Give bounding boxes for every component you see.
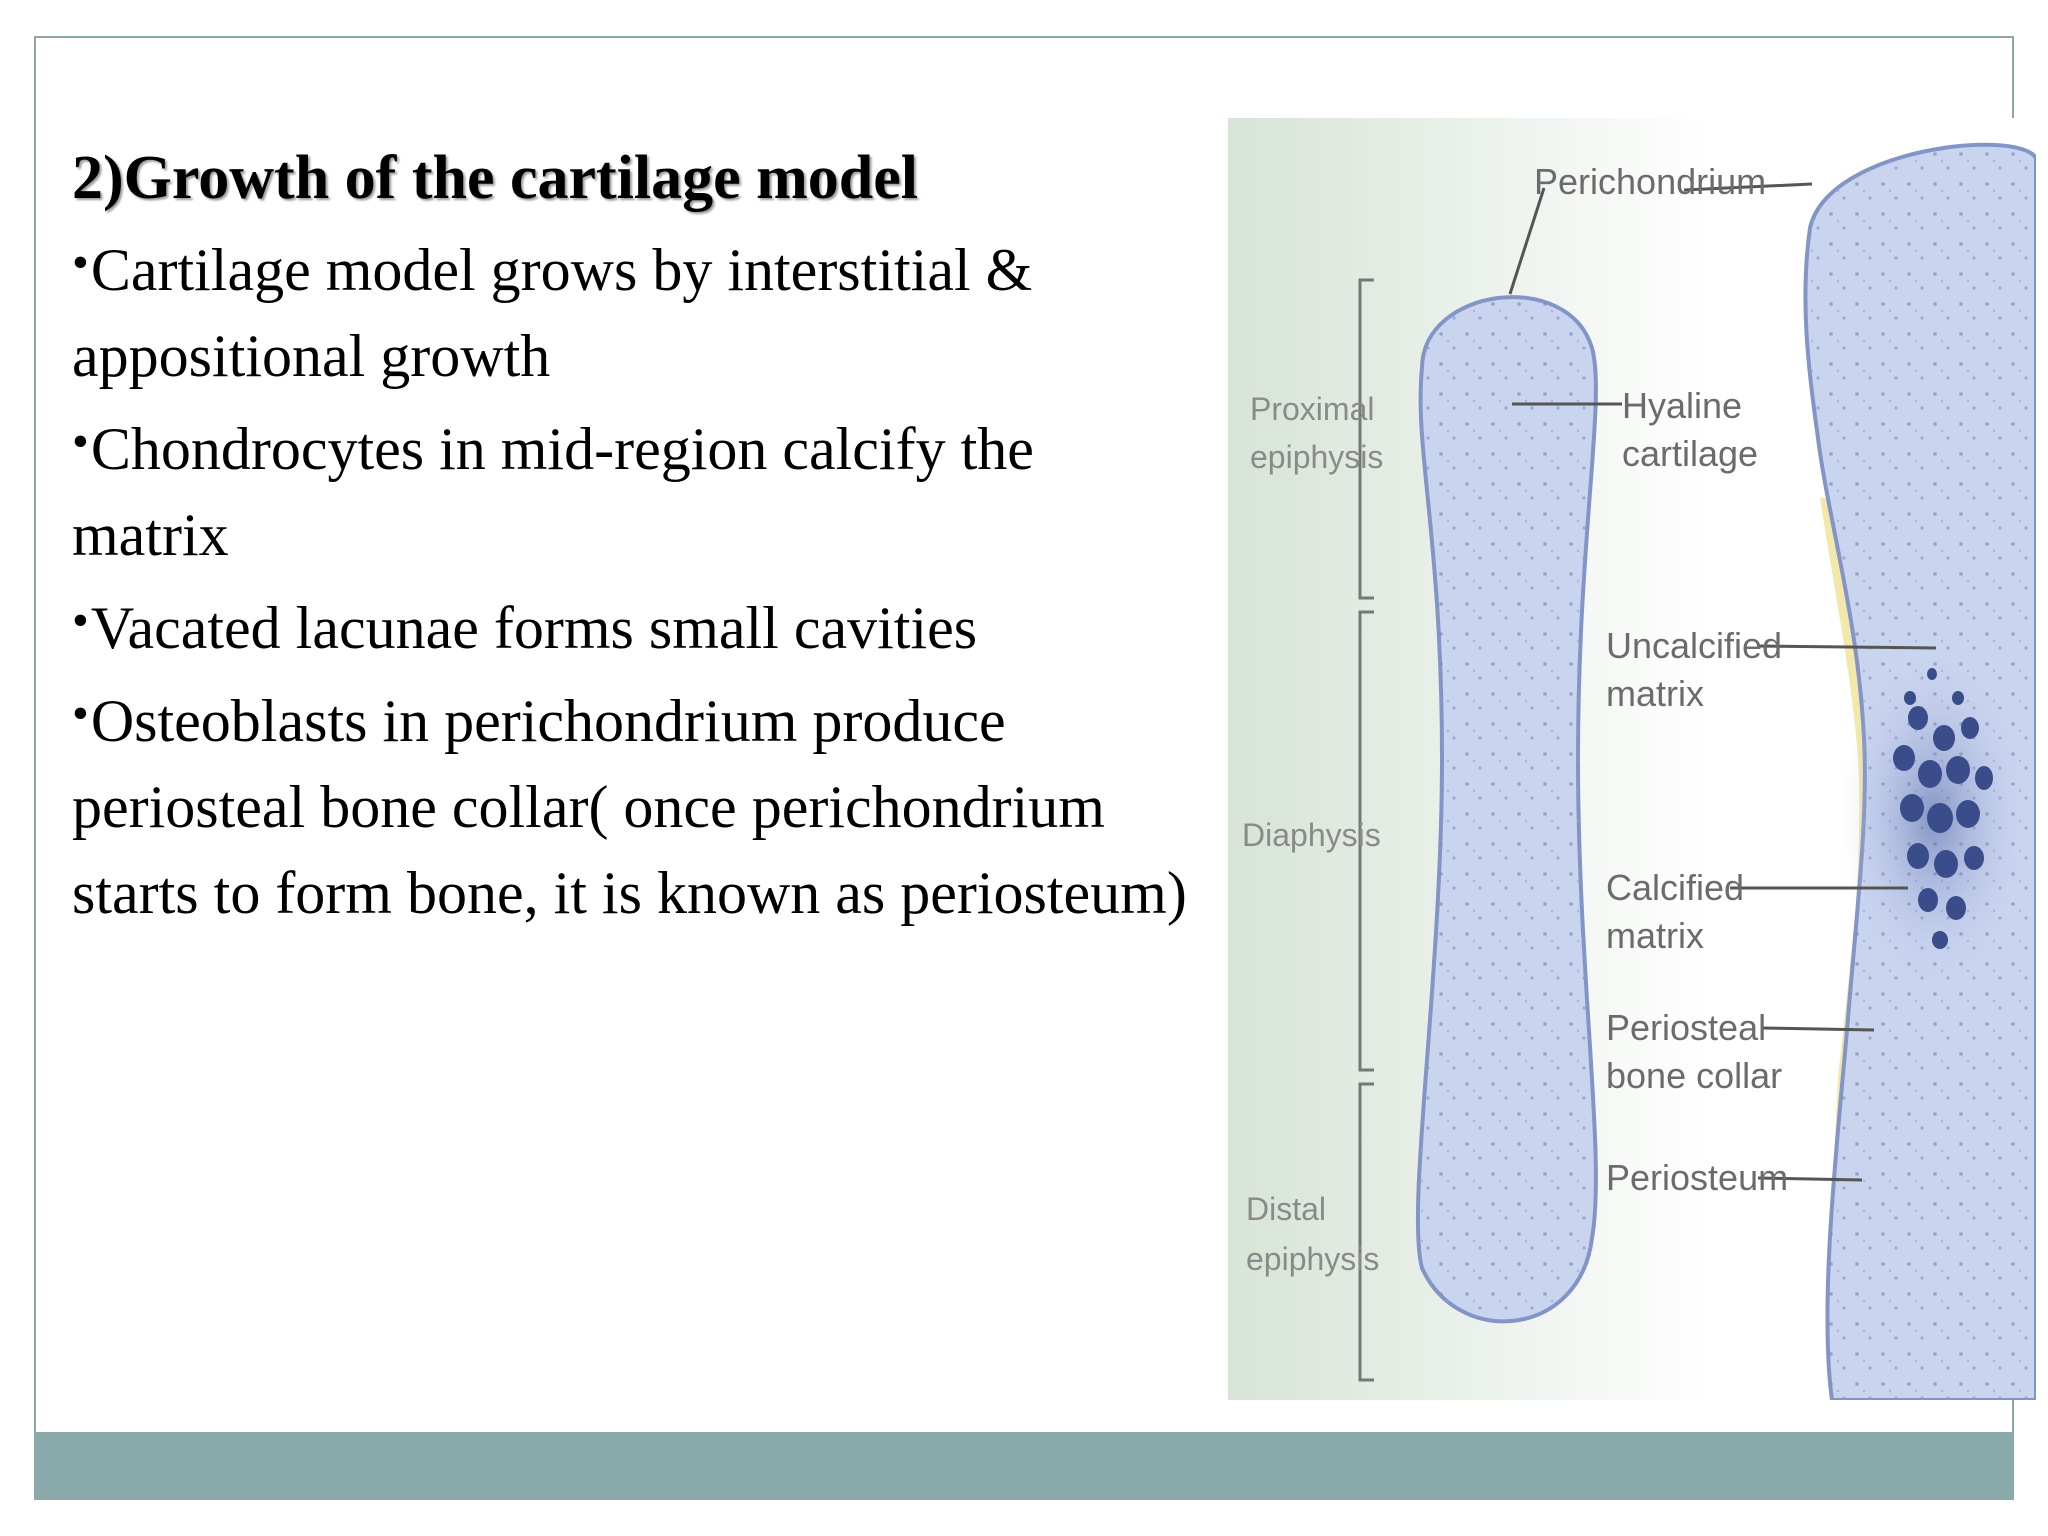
- calcified-label-line2: matrix: [1606, 915, 1704, 956]
- bullet-text: Osteoblasts in perichondrium produce periosteal bone collar( once perichondrium starts to form bone, it is known as periosteum): [72, 688, 1187, 926]
- bullet-text: Chondrocytes in mid-region calcify the matrix: [72, 416, 1034, 568]
- uncalcified-label-line2: matrix: [1606, 673, 1704, 714]
- calcified-label-line1: Calcified: [1606, 867, 1745, 908]
- distal-label-line2: epiphysis: [1246, 1241, 1380, 1277]
- uncalcified-leader: [1758, 646, 1936, 648]
- proximal-label-line2: epiphysis: [1250, 439, 1384, 475]
- diaphysis-label: Diaphysis: [1242, 817, 1381, 853]
- hyaline-label-line2: cartilage: [1622, 433, 1759, 474]
- bullet-mark: •: [72, 236, 89, 289]
- distal-label-line1: Distal: [1246, 1191, 1327, 1227]
- bullet-item: [72, 399, 1192, 578]
- hyaline-label-line1: Hyaline: [1622, 385, 1743, 426]
- cartilage-lacunae-left: [1418, 297, 1596, 1321]
- bullet-item: [72, 578, 1192, 671]
- perichondrium-label: Perichondrium: [1534, 161, 1767, 202]
- collar-label-line2: bone collar: [1606, 1055, 1783, 1096]
- collar-label-line1: Periosteal: [1606, 1007, 1767, 1048]
- bullet-mark: •: [72, 687, 89, 740]
- bullet-mark: •: [72, 415, 89, 468]
- proximal-label-line1: Proximal: [1250, 391, 1375, 427]
- slide-heading: 2)Growth of the cartilage model: [72, 144, 918, 212]
- bullet-mark: •: [72, 594, 89, 647]
- bullet-text: Cartilage model grows by interstitial & appositional growth: [72, 237, 1033, 389]
- collar-leader: [1762, 1028, 1874, 1030]
- bone-growth-figure: [1228, 118, 2036, 1400]
- footer-bar: [34, 1432, 2014, 1500]
- bullet-item: [72, 671, 1192, 936]
- bullet-item: [72, 220, 1192, 399]
- bullet-text: Vacated lacunae forms small cavities: [90, 595, 978, 661]
- uncalcified-label-line1: Uncalcified: [1606, 625, 1783, 666]
- slide-text: [72, 140, 1192, 936]
- bone-growth-diagram: [1228, 118, 2036, 1400]
- periosteum-label: Periosteum: [1606, 1157, 1789, 1198]
